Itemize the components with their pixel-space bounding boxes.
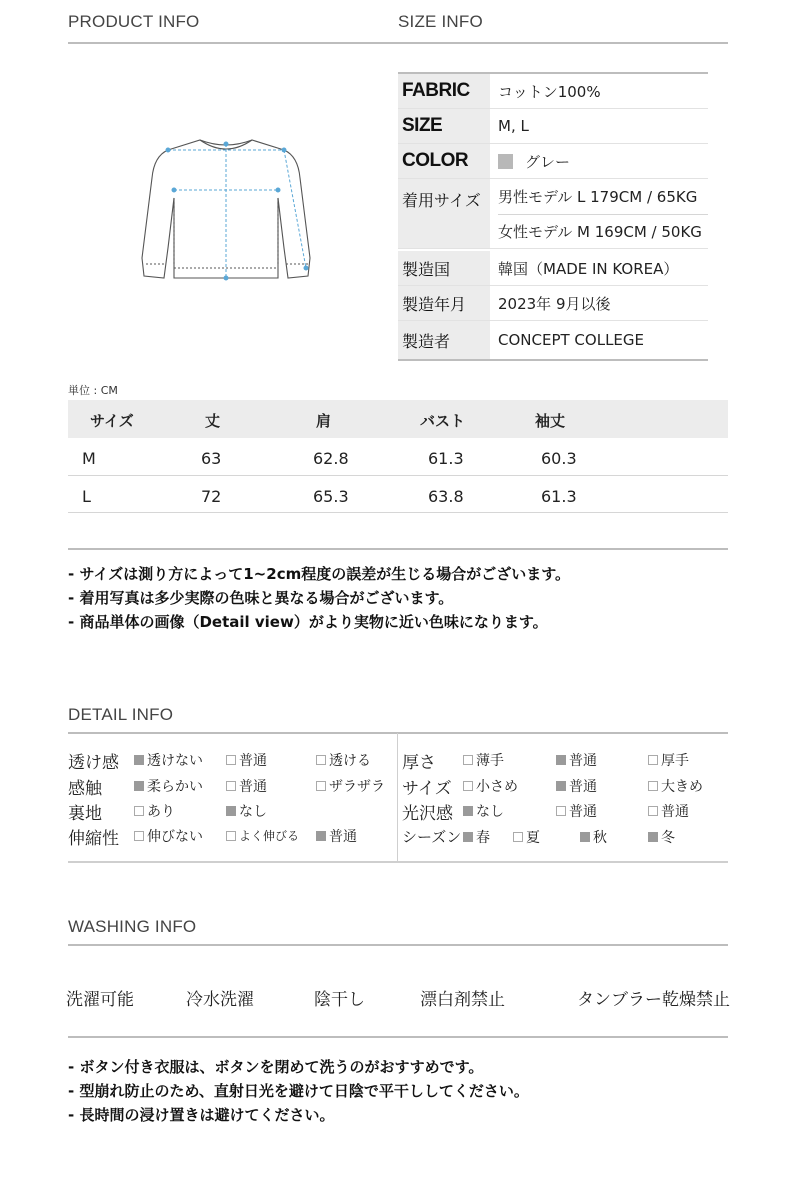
detail-opt-checkbox[interactable] bbox=[513, 827, 540, 847]
detail-opt-checkbox[interactable] bbox=[134, 776, 203, 796]
wash-item-no-bleach: 漂白剤禁止 bbox=[420, 990, 505, 1010]
checkbox-icon[interactable] bbox=[463, 755, 473, 765]
detail-opt-checkbox[interactable] bbox=[463, 801, 504, 821]
origin-row bbox=[398, 251, 708, 286]
model-split-line bbox=[498, 214, 708, 215]
row-l-shoulder: 65.3 bbox=[313, 487, 349, 506]
option-label: なし bbox=[476, 804, 504, 820]
table-bottom-line bbox=[68, 512, 728, 513]
detail-opt-checkbox[interactable] bbox=[556, 776, 597, 796]
row-m-length: 63 bbox=[201, 449, 222, 468]
option-label: あり bbox=[147, 804, 175, 820]
option-label: 普通 bbox=[661, 804, 689, 820]
option-label: 小さめ bbox=[476, 779, 518, 795]
option-label: 厚手 bbox=[661, 753, 689, 769]
wash-item-no-tumble: タンブラー乾燥禁止 bbox=[577, 990, 730, 1010]
divider-top bbox=[68, 42, 728, 44]
maker-row bbox=[398, 321, 708, 361]
measure-lines bbox=[166, 142, 308, 280]
checkbox-icon[interactable] bbox=[316, 781, 326, 791]
detail-right-label-1: サイズ bbox=[402, 779, 452, 799]
row-m-sleeve: 60.3 bbox=[541, 449, 577, 468]
detail-opt-checkbox[interactable] bbox=[316, 776, 385, 796]
detail-col-divider bbox=[397, 733, 398, 861]
option-label: 冬 bbox=[661, 830, 675, 846]
detail-opt-checkbox[interactable] bbox=[134, 750, 203, 770]
checkbox-icon[interactable] bbox=[226, 806, 236, 816]
date-label: 製造年月 bbox=[398, 286, 490, 320]
checkbox-icon[interactable] bbox=[316, 831, 326, 841]
origin-value: 韓国（MADE IN KOREA） bbox=[498, 259, 679, 278]
detail-opt-checkbox[interactable] bbox=[463, 750, 504, 770]
row-l-sleeve: 61.3 bbox=[541, 487, 577, 506]
checkbox-icon[interactable] bbox=[648, 755, 658, 765]
detail-right-label-2: 光沢感 bbox=[402, 804, 453, 824]
checkbox-icon[interactable] bbox=[463, 781, 473, 791]
measure-table-header bbox=[68, 400, 728, 438]
checkbox-icon[interactable] bbox=[226, 755, 236, 765]
option-label: 普通 bbox=[569, 804, 597, 820]
option-label: 春 bbox=[476, 830, 490, 846]
size-row bbox=[398, 109, 708, 144]
option-label: 柔らかい bbox=[147, 779, 203, 795]
option-label: 透ける bbox=[329, 753, 371, 769]
model-male: 男性モデル L 179CM / 65KG bbox=[498, 188, 698, 206]
option-label: なし bbox=[239, 804, 267, 820]
header-shoulder: 肩 bbox=[316, 412, 332, 430]
option-label: 大きめ bbox=[661, 779, 703, 795]
checkbox-icon[interactable] bbox=[556, 755, 566, 765]
detail-left-label-3: 伸縮性 bbox=[68, 829, 119, 849]
header-size: サイズ bbox=[90, 412, 134, 430]
detail-top-line bbox=[68, 732, 728, 734]
maker-value: CONCEPT COLLEGE bbox=[498, 331, 645, 349]
option-label: 秋 bbox=[593, 830, 607, 846]
product-info-title: PRODUCT INFO bbox=[68, 12, 200, 31]
washing-bottom-line bbox=[68, 1036, 728, 1038]
row-divider bbox=[68, 475, 728, 476]
washing-top-line bbox=[68, 944, 728, 946]
wash-item-cold: 冷水洗濯 bbox=[186, 990, 254, 1010]
size-note-2: - 着用写真は多少実際の色味と異なる場合がございます。 bbox=[68, 589, 454, 607]
detail-right-label-3: シーズン bbox=[402, 828, 462, 846]
color-swatch bbox=[498, 154, 513, 169]
maker-label: 製造者 bbox=[398, 321, 490, 359]
fabric-label: FABRIC bbox=[398, 74, 490, 108]
checkbox-icon[interactable] bbox=[580, 832, 590, 842]
color-row bbox=[398, 144, 708, 179]
color-label: COLOR bbox=[398, 144, 490, 178]
model-female: 女性モデル M 169CM / 50KG bbox=[498, 223, 702, 241]
option-label: 伸びない bbox=[147, 829, 203, 845]
detail-left-label-2: 裏地 bbox=[68, 804, 102, 824]
detail-opt-checkbox[interactable] bbox=[556, 801, 597, 821]
option-label: 普通 bbox=[239, 753, 267, 769]
option-label: 普通 bbox=[239, 779, 267, 795]
row-l-length: 72 bbox=[201, 487, 222, 506]
unit-label: 単位 : CM bbox=[68, 384, 118, 397]
detail-info-title: DETAIL INFO bbox=[68, 705, 174, 724]
model-label: 着用サイズ bbox=[398, 179, 490, 248]
date-value: 2023年 9月以後 bbox=[498, 294, 611, 313]
sweater-diagram bbox=[138, 128, 313, 283]
date-row bbox=[398, 286, 708, 321]
wash-note-1: - ボタン付き衣服は、ボタンを閉めて洗うのがおすすめです。 bbox=[68, 1058, 484, 1076]
detail-opt-checkbox[interactable] bbox=[463, 776, 518, 796]
option-label: 夏 bbox=[526, 830, 540, 846]
detail-opt-checkbox[interactable] bbox=[556, 750, 597, 770]
detail-opt-checkbox[interactable] bbox=[134, 801, 175, 821]
size-value: M, L bbox=[498, 117, 529, 135]
detail-opt-checkbox[interactable] bbox=[134, 826, 203, 846]
option-label: 普通 bbox=[569, 753, 597, 769]
detail-opt-checkbox[interactable] bbox=[226, 750, 267, 770]
notes-top-line bbox=[68, 548, 728, 550]
detail-opt-checkbox[interactable] bbox=[226, 801, 267, 821]
checkbox-icon[interactable] bbox=[134, 806, 144, 816]
header-sleeve: 袖丈 bbox=[535, 412, 566, 430]
row-m-bust: 61.3 bbox=[428, 449, 464, 468]
header-length: 丈 bbox=[205, 412, 221, 430]
checkbox-icon[interactable] bbox=[513, 832, 523, 842]
detail-opt-checkbox[interactable] bbox=[648, 827, 675, 847]
detail-opt-checkbox[interactable] bbox=[648, 801, 689, 821]
detail-opt-checkbox[interactable] bbox=[226, 776, 267, 796]
checkbox-icon[interactable] bbox=[134, 781, 144, 791]
detail-bottom-line bbox=[68, 861, 728, 863]
wash-item-shade-dry: 陰干し bbox=[314, 990, 365, 1010]
option-label: 薄手 bbox=[476, 753, 504, 769]
option-label: 普通 bbox=[569, 779, 597, 795]
row-m-size: M bbox=[82, 449, 96, 468]
color-value: グレー bbox=[525, 152, 571, 171]
option-label: 透けない bbox=[147, 753, 203, 769]
size-info-title: SIZE INFO bbox=[398, 12, 483, 31]
checkbox-icon[interactable] bbox=[134, 755, 144, 765]
fabric-row bbox=[398, 74, 708, 109]
detail-opt-checkbox[interactable] bbox=[226, 827, 299, 844]
option-label: 普通 bbox=[329, 829, 357, 845]
checkbox-icon[interactable] bbox=[648, 806, 658, 816]
washing-info-title: WASHING INFO bbox=[68, 917, 197, 936]
checkbox-icon[interactable] bbox=[316, 755, 326, 765]
color-value-wrap bbox=[498, 144, 570, 178]
checkbox-icon[interactable] bbox=[463, 832, 473, 842]
detail-opt-checkbox[interactable] bbox=[648, 750, 689, 770]
checkbox-icon[interactable] bbox=[556, 806, 566, 816]
wash-note-2: - 型崩れ防止のため、直射日光を避けて日陰で平干ししてください。 bbox=[68, 1082, 529, 1100]
detail-opt-checkbox[interactable] bbox=[580, 827, 607, 847]
size-note-1: - サイズは測り方によって1~2cm程度の誤差が生じる場合がございます。 bbox=[68, 565, 571, 583]
header-bust: バスト bbox=[420, 412, 466, 430]
checkbox-icon[interactable] bbox=[463, 806, 473, 816]
row-l-size: L bbox=[82, 487, 91, 506]
detail-opt-checkbox[interactable] bbox=[648, 776, 703, 796]
detail-opt-checkbox[interactable] bbox=[463, 827, 490, 847]
wash-item-machine: 洗濯可能 bbox=[66, 990, 134, 1010]
size-label: SIZE bbox=[398, 109, 490, 143]
option-label: ザラザラ bbox=[329, 779, 385, 795]
checkbox-icon[interactable] bbox=[226, 781, 236, 791]
detail-opt-checkbox[interactable] bbox=[316, 826, 357, 846]
row-m-shoulder: 62.8 bbox=[313, 449, 349, 468]
origin-label: 製造国 bbox=[398, 251, 490, 285]
checkbox-icon[interactable] bbox=[226, 831, 236, 841]
option-label: よく伸びる bbox=[239, 829, 300, 843]
detail-opt-checkbox[interactable] bbox=[316, 750, 371, 770]
row-l-bust: 63.8 bbox=[428, 487, 464, 506]
detail-left-label-0: 透け感 bbox=[68, 753, 119, 773]
size-note-3: - 商品単体の画像（Detail view）がより実物に近い色味になります。 bbox=[68, 613, 548, 631]
detail-right-label-0: 厚さ bbox=[402, 753, 436, 773]
checkbox-icon[interactable] bbox=[648, 781, 658, 791]
fabric-value: コットン100% bbox=[498, 82, 601, 101]
checkbox-icon[interactable] bbox=[134, 831, 144, 841]
checkbox-icon[interactable] bbox=[648, 832, 658, 842]
detail-left-label-1: 感触 bbox=[68, 779, 102, 799]
wash-note-3: - 長時間の浸け置きは避けてください。 bbox=[68, 1106, 335, 1124]
checkbox-icon[interactable] bbox=[556, 781, 566, 791]
